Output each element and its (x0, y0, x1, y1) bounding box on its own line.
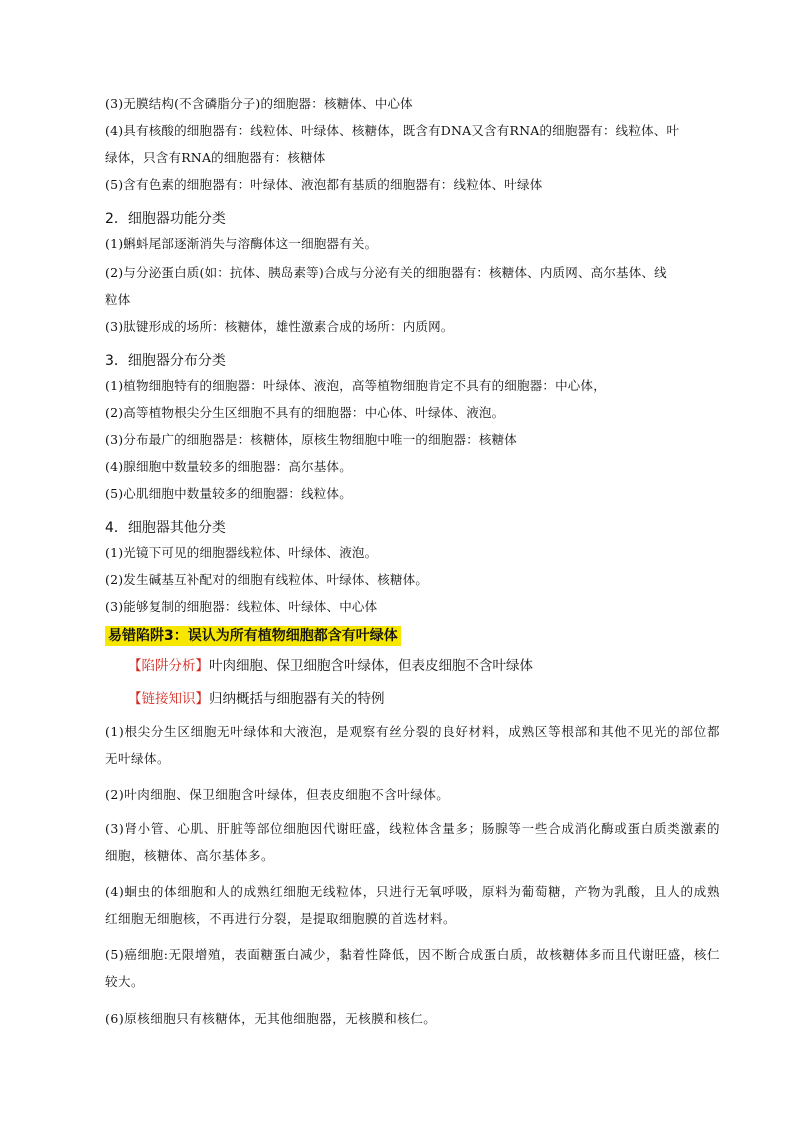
list-item: (4)腺细胞中数量较多的细胞器：高尔基体。 (105, 459, 352, 474)
list-item: (2)发生碱基互补配对的细胞有线粒体、叶绿体、核糖体。 (105, 572, 429, 587)
paragraph: (3)肾小管、心肌、肝脏等部位细胞因代谢旺盛，线粒体含量多；肠腺等一些合成消化酶或蛋白质类激素的细胞，核糖体、高尔基体多。 (105, 821, 720, 863)
list-item: (4)具有核酸的细胞器有：线粒体、叶绿体、核糖体，既含有DNA又含有RNA的细胞器有：线粒体、叶 (105, 123, 680, 138)
paragraph: (2)叶肉细胞、保卫细胞含叶绿体，但表皮细胞不含叶绿体。 (105, 787, 450, 802)
list-item: (3)分布最广的细胞器是：核糖体，原核生物细胞中唯一的细胞器：核糖体 (105, 432, 518, 447)
analysis-tag: 【陷阱分析】 (128, 658, 209, 674)
section-heading: 3．细胞器分布分类 (105, 353, 226, 369)
paragraph: (4)蛔虫的体细胞和人的成熟红细胞无线粒体，只进行无氧呼吸，原料为葡萄糖，产物为乳酸，且人的成熟红细胞无细胞核，不再进行分裂，是提取细胞膜的首选材料。 (105, 884, 720, 926)
paragraph: (1)根尖分生区细胞无叶绿体和大液泡，是观察有丝分裂的良好材料，成熟区等根部和其他不见光的部位都无叶绿体。 (105, 724, 720, 766)
list-item: (3)肽键形成的场所：核糖体，雄性激素合成的场所：内质网。 (105, 319, 454, 334)
list-item: (1)蝌蚪尾部逐渐消失与溶酶体这一细胞器有关。 (105, 236, 378, 251)
list-item: (1)植物细胞特有的细胞器：叶绿体、液泡，高等植物细胞肯定不具有的细胞器：中心体， (105, 378, 606, 393)
link-tag: 【链接知识】 (128, 691, 209, 707)
link-text: 归纳概括与细胞器有关的特例 (209, 691, 385, 707)
list-item: (5)含有色素的细胞器有：叶绿体、液泡都有基质的细胞器有：线粒体、叶绿体 (105, 177, 543, 192)
list-item: (3)无膜结构(不含磷脂分子)的细胞器：核糖体、中心体 (105, 96, 413, 111)
paragraph: (5)癌细胞:无限增殖，表面糖蛋白减少，黏着性降低，因不断合成蛋白质，故核糖体多而且代谢旺盛，核仁较大。 (105, 947, 720, 989)
list-item: (3)能够复制的细胞器：线粒体、叶绿体、中心体 (105, 599, 378, 614)
list-item: (2)与分泌蛋白质(如：抗体、胰岛素等)合成与分泌有关的细胞器有：核糖体、内质网、高尔基体、线 (105, 265, 667, 280)
paragraph: (6)原核细胞只有核糖体，无其他细胞器，无核膜和核仁。 (105, 1011, 437, 1026)
list-item: 绿体，只含有RNA的细胞器有：核糖体 (105, 150, 326, 165)
list-item: (2)高等植物根尖分生区细胞不具有的细胞器：中心体、叶绿体、液泡。 (105, 405, 505, 420)
list-item: 粒体 (105, 292, 131, 307)
trap-analysis (128, 657, 533, 675)
section-heading: 4．细胞器其他分类 (105, 520, 226, 536)
list-item: (5)心肌细胞中数量较多的细胞器：线粒体。 (105, 486, 352, 501)
trap-link-knowledge (128, 690, 385, 708)
analysis-text: 叶肉细胞、保卫细胞含叶绿体，但表皮细胞不含叶绿体 (209, 658, 533, 674)
trap-heading: 易错陷阱3：误认为所有植物细胞都含有叶绿体 (105, 626, 401, 646)
list-item: (1)光镜下可见的细胞器线粒体、叶绿体、液泡。 (105, 545, 378, 560)
section-heading: 2．细胞器功能分类 (105, 211, 226, 227)
